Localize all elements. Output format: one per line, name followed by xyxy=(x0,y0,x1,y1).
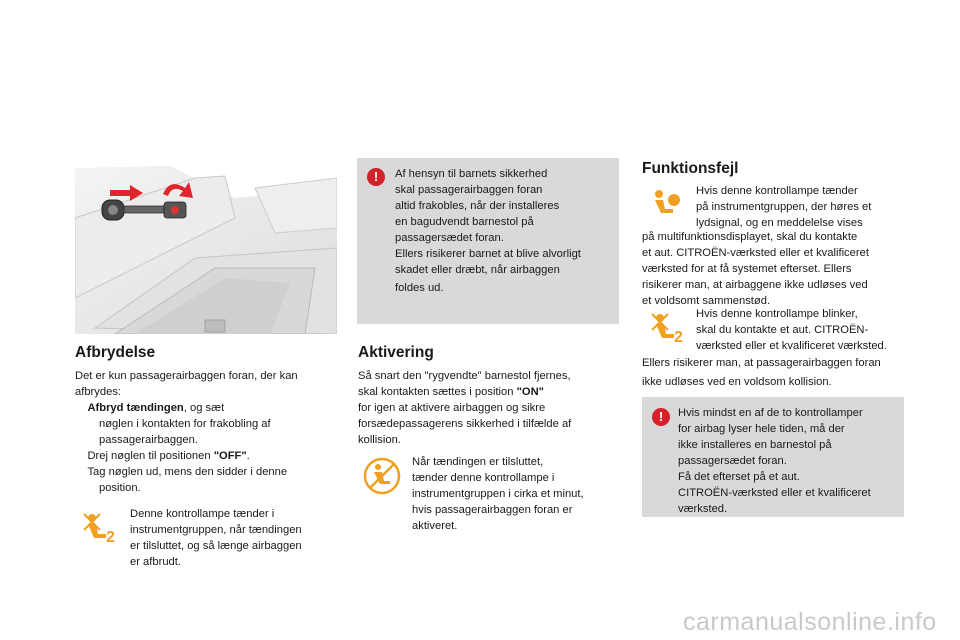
text-line: er afbrudt. xyxy=(130,556,181,568)
text-line: på multifunktionsdisplayet, skal du kontakte xyxy=(642,231,858,243)
airbag-off-lamp-icon xyxy=(80,512,122,544)
text-line: afbrydes: xyxy=(75,386,122,398)
text-line: kollision. xyxy=(358,434,401,446)
warning-line: Af hensyn til barnets sikkerhed xyxy=(395,168,548,180)
watermark: carmanualsonline.info xyxy=(683,608,937,636)
exclamation-icon: ! xyxy=(367,168,385,186)
text-line: instrumentgruppen i cirka et minut, xyxy=(412,488,584,500)
step-3-text: Tag nøglen ud, mens den sidder i denne xyxy=(87,466,288,478)
step-2 xyxy=(75,448,335,464)
warning-line: CITROËN-værksted eller et kvalificeret xyxy=(678,487,871,499)
funktionsfejl-para1 xyxy=(642,229,912,309)
text-line: skal du kontakte et aut. CITROËN- xyxy=(696,324,869,336)
step-3 xyxy=(75,464,335,480)
funktionsfejl-para2 xyxy=(642,355,912,390)
section-title-funktionsfejl: Funktionsfejl xyxy=(642,160,739,177)
text-line: risikerer man, at airbaggene ikke udløses ved xyxy=(642,279,868,291)
svg-text:2: 2 xyxy=(674,329,683,344)
step-2-text: Drej nøglen til positionen xyxy=(87,450,214,462)
airbag-off-lamp-icon xyxy=(648,312,690,344)
section-title-afbrydelse: Afbrydelse xyxy=(75,344,156,361)
warning-line: Hvis mindst en af de to kontrollamper xyxy=(678,407,863,419)
aktivering-body xyxy=(358,368,620,448)
text-line: Så snart den "rygvendte" barnestol fjernes, xyxy=(358,370,571,382)
warning-line: Få det efterset på et aut. xyxy=(678,471,800,483)
text-line: hvis passagerairbaggen foran er xyxy=(412,504,573,516)
text-line xyxy=(358,384,620,400)
text-line: for igen at aktivere airbaggen og sikre xyxy=(358,402,546,414)
text-line: Hvis denne kontrollampe tænder xyxy=(696,185,858,197)
ignition-key-diagram xyxy=(75,158,337,334)
text-line: på instrumentgruppen, der høres et xyxy=(696,201,872,213)
text-line: er tilsluttet, og så længe airbaggen xyxy=(130,540,302,552)
text-line: Det er kun passagerairbaggen foran, der kan xyxy=(75,370,298,382)
ignition-key-illustration xyxy=(75,158,337,334)
exclamation-icon: ! xyxy=(652,408,670,426)
step-1 xyxy=(75,400,335,416)
warning-line: skadet eller dræbt, når airbaggen xyxy=(395,264,560,276)
text-line: instrumentgruppen, når tændingen xyxy=(130,524,302,536)
text-line: værksted eller et kvalificeret værksted. xyxy=(696,340,887,352)
svg-text:2: 2 xyxy=(106,529,115,544)
afbrydelse-body xyxy=(75,368,335,496)
aktivering-lamp-text xyxy=(412,454,617,534)
text-line: et aut. CITROËN-værksted eller et kvalificeret xyxy=(642,247,869,259)
text-line: tænder denne kontrollampe i xyxy=(412,472,555,484)
warning-line: foldes ud. xyxy=(395,282,444,294)
section-title-aktivering: Aktivering xyxy=(358,344,434,361)
warning-line: værksted. xyxy=(678,503,728,515)
warning-line: for airbag lyser hele tiden, må der xyxy=(678,423,845,435)
text-part: skal kontakten sættes i position xyxy=(358,386,517,398)
airbag-off-crossed-lamp-icon xyxy=(362,456,402,496)
text-line: Når tændingen er tilsluttet, xyxy=(412,456,544,468)
warning-line: passagersædet foran. xyxy=(678,455,787,467)
warning-bottom-text xyxy=(678,405,900,517)
text-line: et voldsomt sammenstød. xyxy=(642,295,771,307)
funktionsfejl-lamp2-text xyxy=(696,306,906,354)
text-line: position. xyxy=(99,482,141,494)
warning-line: skal passagerairbaggen foran xyxy=(395,184,543,196)
warning-line: altid frakobles, når der installeres xyxy=(395,200,560,212)
step-1-bold: Afbryd tændingen xyxy=(87,402,184,414)
warning-line: en bagudvendt barnestol på xyxy=(395,216,534,228)
text-line: Ellers risikerer man, at passagerairbaggen foran xyxy=(642,357,881,369)
step-1-rest: , og sæt xyxy=(183,402,225,414)
text-line: Hvis denne kontrollampe blinker, xyxy=(696,308,858,320)
text-line: passagerairbaggen. xyxy=(99,434,198,446)
text-line: ikke udløses ved en voldsom kollision. xyxy=(642,376,832,388)
text-line: forsædepassagerens sikkerhed i tilfælde af xyxy=(358,418,572,430)
warning-top-text xyxy=(395,166,615,296)
funktionsfejl-lamp1-text xyxy=(696,183,906,231)
text-line: nøglen i kontakten for frakobling af xyxy=(99,418,271,430)
on-bold: "ON" xyxy=(516,386,544,398)
airbag-warning-lamp-icon xyxy=(648,188,682,218)
afbrydelse-lamp-text xyxy=(130,506,330,570)
text-line: aktiveret. xyxy=(412,520,458,532)
step-2-end: . xyxy=(246,450,250,462)
text-line: lydsignal, og en meddelelse vises xyxy=(696,217,863,229)
text-line: værksted for at få systemet efterset. Ellers xyxy=(642,263,852,275)
text-line: Denne kontrollampe tænder i xyxy=(130,508,275,520)
warning-line: passagersædet foran. xyxy=(395,232,504,244)
step-2-bold: "OFF" xyxy=(213,450,247,462)
warning-line: ikke installeres en barnestol på xyxy=(678,439,832,451)
warning-line: Ellers risikerer barnet at blive alvorligt xyxy=(395,248,581,260)
